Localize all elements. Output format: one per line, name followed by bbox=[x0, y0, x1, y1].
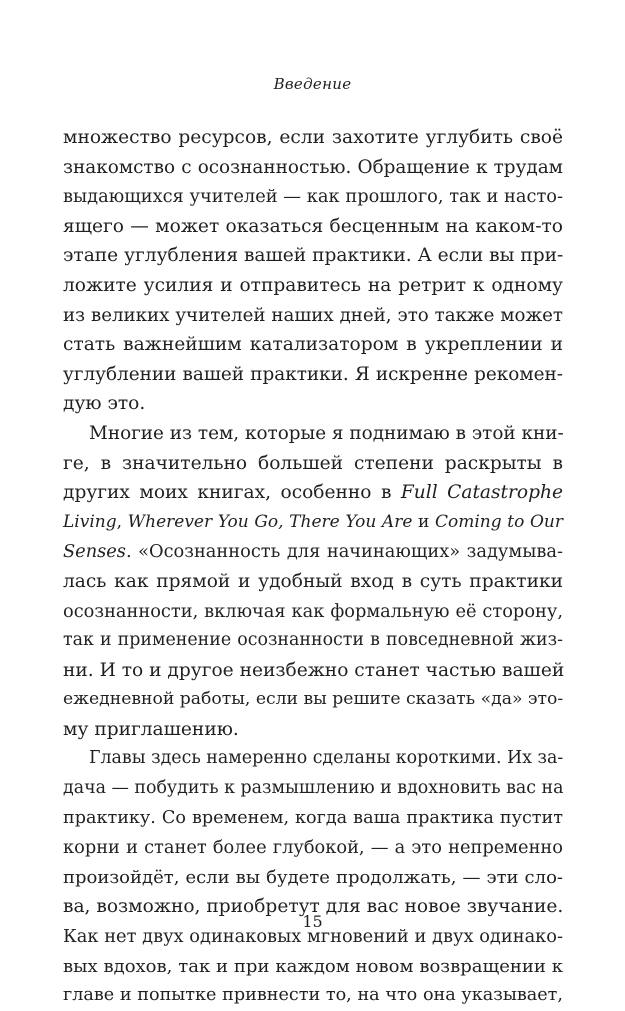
text-line bbox=[63, 952, 563, 982]
text-span: , bbox=[116, 511, 128, 532]
text-span: ящего — может оказаться бесценным на каком-то bbox=[63, 215, 563, 237]
text-line bbox=[63, 241, 563, 271]
text-line bbox=[63, 774, 563, 804]
text-span: и bbox=[412, 511, 435, 532]
text-line bbox=[63, 626, 563, 656]
text-line bbox=[63, 271, 563, 301]
text-span: ежедневной работы, если вы решите сказать «да» это- bbox=[63, 689, 564, 710]
text-line bbox=[63, 567, 563, 597]
text-span: практику. Со временем, когда ваша практика пустит bbox=[63, 807, 563, 828]
text-line bbox=[63, 508, 563, 538]
italic-title-span: Full Catastrophe bbox=[400, 482, 563, 504]
text-line bbox=[63, 212, 563, 242]
italic-title-span: Wherever You Go, There You Are bbox=[127, 511, 413, 532]
text-span: Многие из тем, которые я поднимаю в этой кни- bbox=[89, 422, 564, 444]
text-span: вых вдохов, так и при каждом новом возвращении к bbox=[63, 955, 563, 977]
text-line bbox=[63, 419, 563, 449]
text-span: множество ресурсов, если захотите углубить своё bbox=[63, 127, 563, 148]
text-line bbox=[63, 301, 563, 331]
text-span: других моих книгах, особенно в bbox=[63, 482, 401, 504]
text-line bbox=[63, 685, 563, 715]
text-line bbox=[63, 981, 563, 1011]
running-head: Введение bbox=[273, 75, 352, 93]
text-span: . «Осознанность для начинающих» задумыва- bbox=[125, 541, 563, 563]
text-line bbox=[63, 123, 563, 153]
text-span: стать важнейшим катализатором в укреплении и bbox=[63, 334, 563, 356]
text-span: знакомство с осознанностью. Обращение к трудам bbox=[63, 156, 563, 178]
text-span: главе и попытке привнести то, на что она указывает, bbox=[63, 985, 563, 1006]
text-span: ва, возможно, приобретут для вас новое звучание. bbox=[63, 896, 564, 918]
text-span: лась как прямой и удобный вход в суть практики bbox=[63, 570, 563, 592]
italic-title-span: Senses bbox=[63, 541, 126, 563]
text-line bbox=[63, 744, 563, 774]
text-span: ге, в значительно большей степени раскрыты в bbox=[63, 452, 563, 474]
text-span: Как нет двух одинаковых мгновений и двух одинако- bbox=[63, 926, 563, 948]
body-text bbox=[63, 123, 563, 1011]
text-span: корни и станет более глубокой, — а это непременно bbox=[63, 837, 563, 859]
italic-title-span: Coming to Our bbox=[435, 511, 563, 532]
text-span: так и применение осознанности в повседневной жиз- bbox=[63, 630, 563, 651]
text-span: осознанности, включая как формальную её сторону, bbox=[63, 600, 563, 622]
text-span: из великих учителей наших дней, это также может bbox=[63, 304, 563, 326]
text-line bbox=[63, 449, 563, 479]
text-line bbox=[63, 804, 563, 834]
page-number: 15 bbox=[302, 912, 323, 931]
text-line bbox=[63, 360, 563, 390]
text-span: му приглашению. bbox=[63, 718, 239, 740]
text-line bbox=[63, 478, 563, 508]
italic-title-span: Living bbox=[63, 511, 117, 532]
text-line bbox=[63, 537, 563, 567]
text-span: произойдёт, если вы будете продолжать, — эти сло- bbox=[63, 866, 563, 888]
text-span: Главы здесь намеренно сделаны короткими. Их за- bbox=[89, 748, 564, 769]
text-line bbox=[63, 330, 563, 360]
text-span: этапе углубления вашей практики. А если вы при- bbox=[63, 245, 564, 267]
text-line bbox=[63, 656, 563, 686]
text-span: ложите усилия и отправитесь на ретрит к одному bbox=[63, 274, 563, 296]
text-line bbox=[63, 153, 563, 183]
text-span: выдающихся учителей — как прошлого, так и насто- bbox=[63, 186, 563, 208]
text-line bbox=[63, 715, 563, 745]
text-line bbox=[63, 389, 563, 419]
text-line bbox=[63, 833, 563, 863]
text-line bbox=[63, 182, 563, 212]
text-span: дача — побудить к размышлению и вдохновить вас на bbox=[63, 778, 564, 799]
text-line bbox=[63, 597, 563, 627]
text-span: ни. И то и другое неизбежно станет частью вашей bbox=[63, 659, 565, 681]
text-line bbox=[63, 863, 563, 893]
text-span: углублении вашей практики. Я искренне рекомен- bbox=[63, 363, 563, 385]
text-span: дую это. bbox=[63, 393, 146, 415]
